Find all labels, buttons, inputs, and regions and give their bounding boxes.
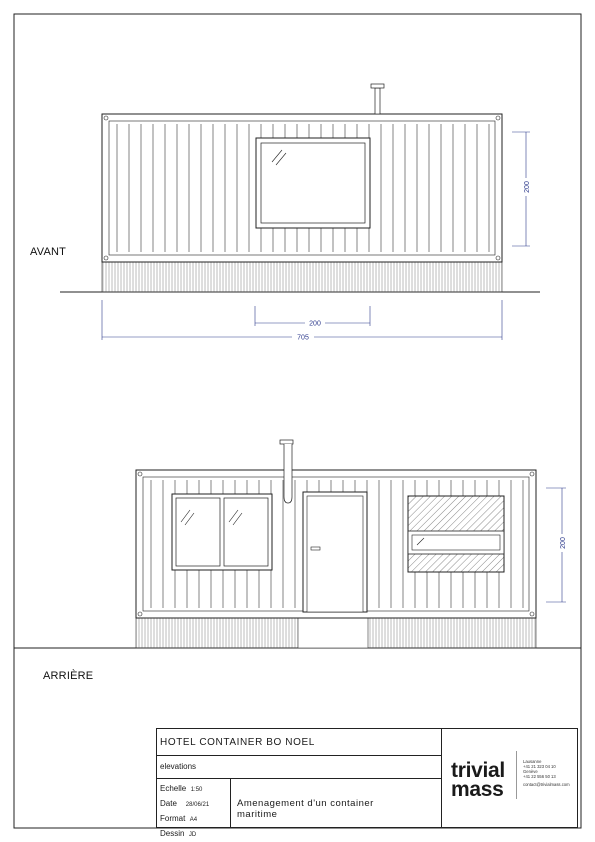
sheet-name: elevations [160, 762, 197, 771]
drawn-label: Dessin [160, 829, 185, 838]
scale-label: Echelle [160, 784, 187, 793]
dim-front-window: 200 [309, 320, 321, 328]
project-title: HOTEL CONTAINER BO NOEL [160, 737, 315, 748]
back-strip-window-glass [412, 535, 500, 550]
contact-email: contact@trivialmass.com [523, 782, 570, 787]
title-block [156, 728, 578, 838]
format-value: A4 [189, 817, 198, 823]
back-window-left-glass [176, 498, 220, 566]
format-label: Format [160, 814, 186, 823]
contact-city-1: Lausanne [523, 759, 542, 764]
back-chimney-pipe [284, 444, 292, 503]
back-chimney-cap [280, 440, 293, 444]
dim-front-length: 705 [297, 334, 309, 342]
back-door-leaf [307, 496, 363, 612]
trivialmass-logo [451, 761, 505, 799]
drawn-value: JD [188, 832, 197, 838]
back-elevation [14, 440, 581, 648]
front-plinth [102, 262, 502, 292]
view-label-back: ARRIÈRE [43, 670, 94, 682]
scale-value: 1:50 [190, 787, 203, 793]
logo-line-2: mass [451, 778, 504, 801]
description [237, 798, 374, 820]
dim-back-height: 200 [560, 537, 567, 549]
meta-fields [160, 781, 230, 841]
front-chimney-cap [371, 84, 384, 88]
description-line-1: Amenagement d'un container [237, 798, 374, 809]
front-window-glass [261, 143, 365, 223]
back-window-right-glass [224, 498, 268, 566]
front-chimney-pipe [375, 88, 380, 114]
contact-phone-2: +41 22 556 50 13 [523, 774, 556, 779]
logo-line-1: trivial [451, 759, 505, 782]
date-value: 28/06/21 [185, 802, 210, 808]
contact-info [523, 759, 570, 787]
contact-city-2: Genève [523, 769, 538, 774]
description-line-2: maritime [237, 809, 278, 820]
dim-front-height: 200 [524, 181, 531, 193]
door-handle [311, 547, 320, 550]
date-label: Date [160, 799, 177, 808]
back-plinth-gap [298, 618, 368, 648]
view-label-front: AVANT [30, 246, 67, 258]
front-elevation [60, 84, 540, 292]
contact-phone-1: +41 21 323 04 10 [523, 764, 556, 769]
